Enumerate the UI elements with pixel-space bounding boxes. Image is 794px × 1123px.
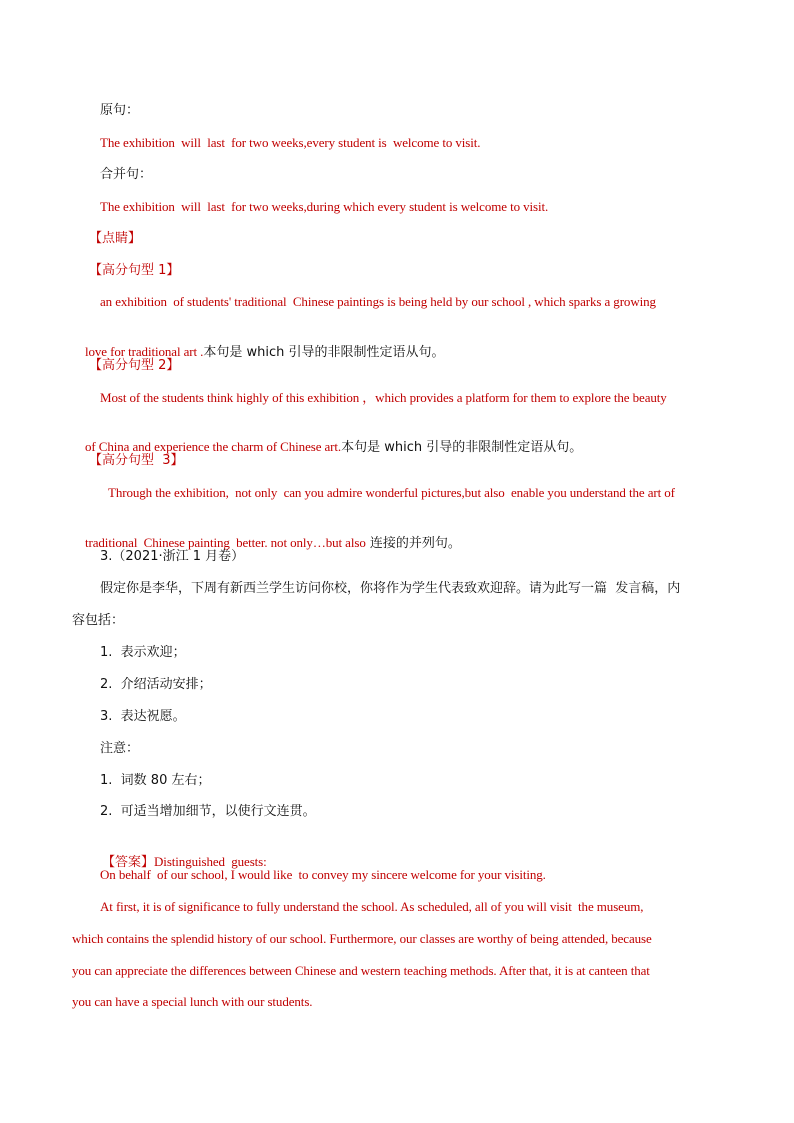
pattern-3-heading: 【高分句型 3】 bbox=[89, 453, 184, 468]
note-1: 1. 词数 80 左右； bbox=[100, 773, 211, 788]
requirement-2: 2. 介绍活动安排； bbox=[100, 677, 212, 692]
note-2: 2. 可适当增加细节，以使行文连贯。 bbox=[100, 804, 316, 819]
requirement-1: 1. 表示欢迎； bbox=[100, 645, 186, 660]
pattern-2-text-end: of China and experience the charm of Chinese art. bbox=[85, 439, 342, 454]
prompt-line-1: 假定你是李华，下周有新西兰学生访问你校，你将作为学生代表致欢迎辞。请为此写一篇 发言稿，内 bbox=[100, 581, 681, 596]
pattern-2-explanation: 本句是 which 引导的非限制性定语从句。 bbox=[341, 440, 583, 455]
pattern-1-text-line-1: an exhibition of students' traditional Chinese paintings is being held by our school , which sparks a growing bbox=[100, 294, 656, 309]
answer-paragraph-2-line-3: you can appreciate the differences between Chinese and western teaching methods. After that, it is at canteen that bbox=[72, 963, 650, 978]
highlight-heading: 【点睛】 bbox=[89, 231, 142, 246]
pattern-2-heading: 【高分句型 2】 bbox=[89, 358, 180, 373]
answer-salutation: Distinguished guests: bbox=[154, 854, 267, 869]
answer-paragraph-2-line-1: At first, it is of significance to fully understand the school. As scheduled, all of you will visit the museum, bbox=[100, 899, 644, 914]
pattern-1-heading: 【高分句型 1】 bbox=[89, 263, 180, 278]
answer-paragraph-1: On behalf of our school, I would like to convey my sincere welcome for your visiting. bbox=[100, 867, 546, 882]
combined-sentence-label: 合并句： bbox=[100, 167, 153, 182]
requirement-3: 3. 表达祝愿。 bbox=[100, 709, 186, 724]
answer-label: 【答案】 bbox=[102, 855, 155, 870]
notes-label: 注意： bbox=[100, 741, 140, 756]
pattern-2-text-line-1: Most of the students think highly of this exhibition ，which provides a platform for them to explore the beauty bbox=[100, 390, 667, 405]
pattern-3-explanation: 连接的并列句。 bbox=[365, 536, 461, 551]
answer-paragraph-2-line-2: which contains the splendid history of our school. Furthermore, our classes are worthy of being attended, because bbox=[72, 931, 652, 946]
prompt-line-2: 容包括： bbox=[72, 613, 125, 628]
pattern-3-text-line-1: Through the exhibition, not only can you admire wonderful pictures,but also enable you understand the art of bbox=[108, 485, 675, 500]
pattern-1-text-end: love for traditional art . bbox=[85, 344, 204, 359]
combined-sentence: The exhibition will last for two weeks,during which every student is welcome to visit. bbox=[100, 199, 549, 214]
original-sentence: The exhibition will last for two weeks,every student is welcome to visit. bbox=[100, 135, 481, 150]
question-number: 3.（2021·浙江 1 月卷） bbox=[100, 549, 245, 564]
pattern-1-explanation: 本句是 which 引导的非限制性定语从句。 bbox=[203, 345, 445, 360]
original-sentence-label: 原句： bbox=[100, 103, 140, 118]
answer-paragraph-2-line-4: you can have a special lunch with our students. bbox=[72, 994, 313, 1009]
pattern-3-text-end: traditional Chinese painting better. not only…but also bbox=[85, 535, 366, 550]
